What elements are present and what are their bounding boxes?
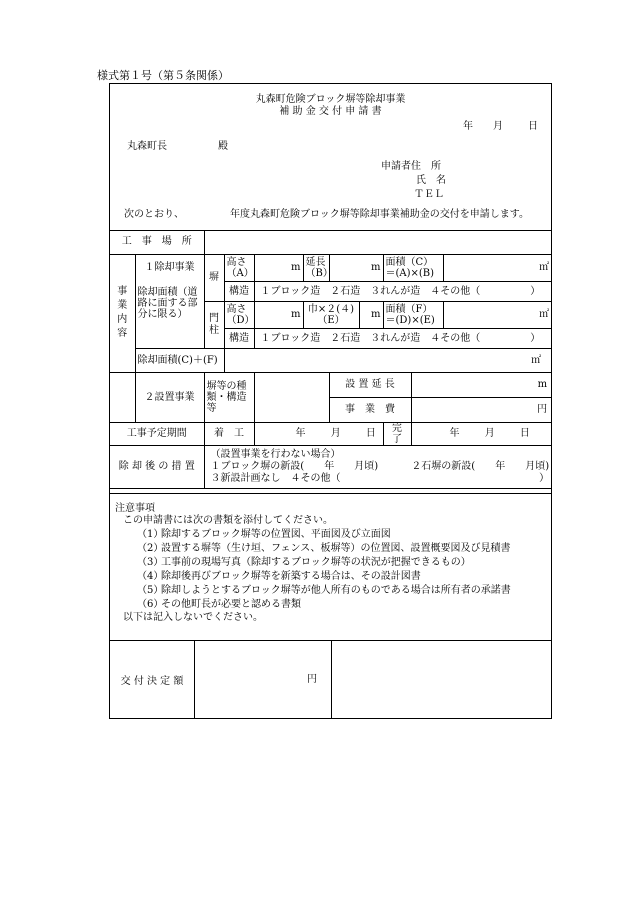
note-text: 除却するブロック塀等の位置図、平面図及び立面図 [161,529,391,540]
details-table [110,230,551,489]
list-item [137,528,511,542]
content-label-text: 事業内容 [117,286,128,339]
project-cost-unit: 円 [411,397,551,422]
install-project-spacer [110,372,135,422]
application-form [109,83,552,719]
start-day: 日 [365,428,376,439]
form-title-line2: 補 助 金 交 付 申 請 書 [279,106,382,117]
measures-line3 [211,473,550,485]
site-label: 工 事 場 所 [110,230,204,254]
list-item [137,584,511,598]
wall-structure-options: １ブロック造 ２石造 ３れんが造 ４その他（ ） [254,281,551,301]
measures-line2b: ２石塀の新設( 年 月頃) [411,460,550,472]
wall-label: 塀 [204,254,224,301]
area-f-unit: ㎡ [443,301,551,328]
date-year: 年 [463,121,473,132]
height-a-label: 高さ（A） [224,254,254,281]
statement-body: 年度丸森町危険ブロック塀等除却事業補助金の交付を申請します。 [230,209,529,220]
removal-area-label: 除却面積（道路に面する部分に限る） [137,286,198,320]
notes-list [137,528,511,612]
project-cost-label: 事 業 費 [329,397,411,422]
measures-line2a: １ブロック塀の新設( 年 月頃) [210,460,379,472]
measures-line2 [211,461,550,473]
note-text: その他町長が必要と認める書類 [161,599,301,610]
list-item [137,570,511,584]
notes-tail: 以下は記入しないでください。 [123,612,263,623]
statement-prefix: 次のとおり、 [124,209,184,220]
note-text: 工事前の現場写真（除却するブロック塀等の状況が把握できるもの） [161,557,471,568]
height-d-label: 高さ（D） [224,301,254,328]
note-number: （4） [137,571,164,582]
applicant-tel-label: ＴＥＬ [414,189,444,200]
note-text: 除却後再びブロック塀等を新築する場合は、その設計図書 [161,571,421,582]
notes-section [110,493,551,641]
note-text: 設置する塀等（生け垣、フェンス、板塀等）の位置図、設置概要図及び見積書 [161,543,511,554]
date-month: 月 [493,121,503,132]
form-number: 様式第１号（第５条関係） [97,69,229,82]
start-year: 年 [295,428,306,439]
height-d-unit: m [254,301,303,328]
decision-label: 交 付 決 定 額 [110,641,195,718]
list-item [137,556,511,570]
end-month: 月 [484,428,495,439]
list-item [137,542,511,556]
notes-title: 注意事項 [115,503,155,514]
schedule-label: 工事予定期間 [110,422,204,445]
gatepost-structure-label: 構造 [224,328,254,348]
note-text: 除却しようとするブロック塀等が他人所有のものである場合は所有者の承諾書 [161,585,511,596]
note-number: （3） [137,557,164,568]
gatepost-structure-options: １ブロック造 ２石造 ３れんが造 ４その他（ ） [254,328,551,348]
decision-section [110,641,551,718]
install-length-label: 設 置 延 長 [329,372,411,397]
start-month: 月 [330,428,341,439]
end-year: 年 [449,428,460,439]
end-day: 日 [519,428,530,439]
end-label: 完 了 [383,422,411,445]
measures-line3b: ） [539,472,550,484]
honorific: 殿 [218,141,228,152]
height-a-unit: m [254,254,303,281]
applicant-address-label: 申請者住 所 [381,161,441,172]
removal-total-label: 除却面積(C)＋(F) [135,348,224,372]
removal-total-unit: ㎡ [224,348,551,372]
length-b-label: 延長（B） [303,254,329,281]
gatepost-label [204,301,224,348]
measures-label: 除 却 後 の 措 置 [110,445,204,488]
area-c-label: 面積（C）＝(A)×(B) [383,254,443,281]
applicant-name-label: 氏 名 [416,175,446,186]
site-value [204,230,551,254]
measures-options [204,445,551,488]
date-day: 日 [528,121,538,132]
decision-unit: 円 [307,674,317,685]
removal-project-cell [135,254,204,348]
install-project-label: ２設置事業 [135,372,204,422]
measures-line1: （設置事業を行わない場合） [210,448,341,460]
measures-line3a: ３新設計画なし ４その他（ [210,472,341,484]
gatepost-label-text: 門柱 [209,312,219,336]
content-label [110,254,135,372]
removal-project-label: １除却事業 [144,261,195,273]
form-title-line1: 丸森町危険ブロック塀等除却事業 [255,94,406,105]
decision-amount-cell [194,641,332,718]
area-f-label: 面積（F）＝(D)×(E) [383,301,443,328]
start-label: 着 工 [204,422,254,445]
wall-structure-label: 構造 [224,281,254,301]
note-number: （6） [137,599,164,610]
fence-type-label: 塀等の種類・構造等 [204,372,254,422]
fence-type-value [254,372,329,422]
width-e-unit: m [359,301,383,328]
start-date [254,422,383,445]
note-number: （1） [137,529,164,540]
note-number: （2） [137,543,164,554]
addressee: 丸森町長 [127,141,167,152]
width-e-label: 巾×２(４)（E） [303,301,359,328]
end-date [411,422,551,445]
area-c-unit: ㎡ [443,254,551,281]
install-length-unit: m [411,372,551,397]
notes-intro: この申請書には次の書類を添付してください。 [123,515,333,526]
note-number: （5） [137,585,164,596]
list-item [137,598,511,612]
form-header [110,84,551,231]
length-b-unit: m [329,254,383,281]
